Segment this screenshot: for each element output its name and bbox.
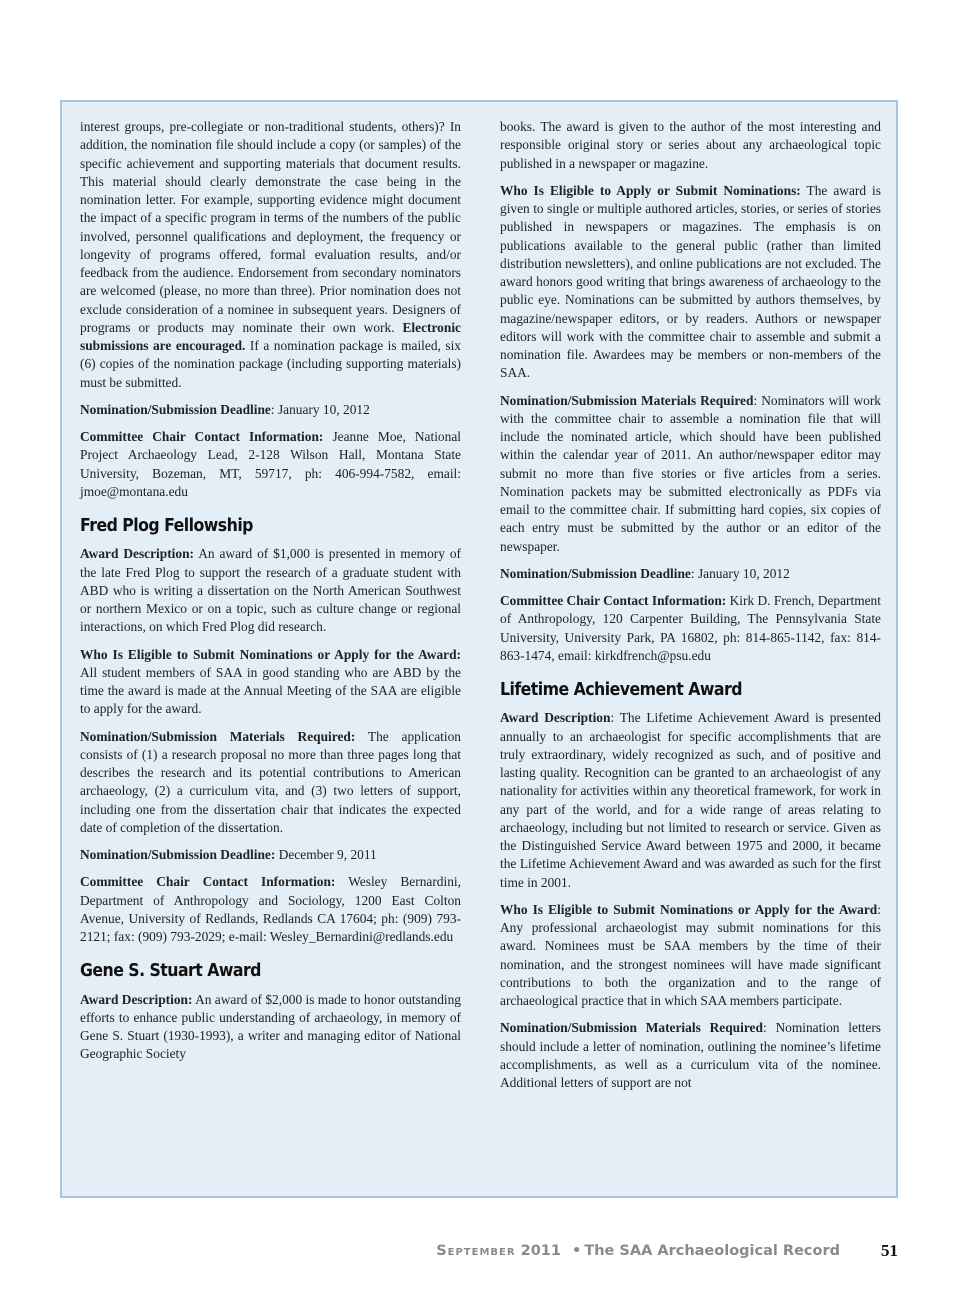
fred-plog-deadline: Nomination/Submission Deadline: December 9, 2011 xyxy=(80,847,377,862)
gene-stuart-materials: Nomination/Submission Materials Required: Nominators will work with the committee chair to assemble a nomination file that will include the nominated article, which should have been published within the calendar year of 2011. An author/newspaper editor may submit no more than five stories or five articles from a series. Nomination packets may be submitted electronically as PDFs via email to the committee chair. If submitting hard copies, six copies of each entry must be submitted by the author or an editor of the newspaper. xyxy=(500,392,881,554)
contact-paragraph: Committee Chair Contact Information: Jeanne Moe, National Project Archaeology Lead, 2-128 Wilson Hall, Montana State University, Bozeman, MT, 59717, ph: 406-994-7582, email: jmoe@montana.edu xyxy=(80,429,461,499)
deadline-paragraph: Nomination/Submission Deadline: January 10, 2012 xyxy=(80,401,370,417)
intro-paragraph: interest groups, pre-collegiate or non-traditional students, others)? In addition, the nomination file should include a copy (or samples) of the specific achievement and supporting materials that document results. This material should clearly demonstrate the case being in the nomination letter. For example, supporting evidence might document the impact of a specific program in terms of the numbers of the public involved, personnel qualifications and deployment, the frequency or longevity of programs offered, formal evaluation results, and/or feedback from the audience. Endorsement from secondary nominators are welcomed (please, no more than three). Prior nomination does not exclude consideration of a nominee in subsequent years. Designers of programs or products may nominate their own work. Electronic submissions are encouraged. If a nomination package is mailed, six (6) copies of the nomination package (including supporting materials) must be submitted. xyxy=(80,119,462,390)
lifetime-materials: Nomination/Submission Materials Required: Nomination letters should include a letter of nomination, outlining the nominee’s lifetime accomplishments, as well as a curriculum vita of the nominee. Additional letters of support are not xyxy=(500,1020,881,1090)
fred-plog-contact: Committee Chair Contact Information: Wesley Bernardini, Department of Anthropology and Sociology, 1200 East Colton Avenue, University of Redlands, Redlands CA 17604; ph: (909) 793-2121; fax: (909) 793-2029; e-mail: Wesley_Bernardini@redlands.edu xyxy=(80,874,461,944)
lifetime-eligibility: Who Is Eligible to Submit Nominations or Apply for the Award: Any professional archaeologist may submit nominations for this award. Nominees must be SAA members by the time of their nomination, and the strongest nominees will have made significant contributions to both the organization and to the range of archaeological practice that in which SAA members participate. xyxy=(500,901,881,1008)
lifetime-description: Award Description: The Lifetime Achievement Award is presented annually to an archaeologist for specific accomplishments that are truly extraordinary, widely recognized as such, and of positive and lasting quality. Recognition can be granted to an archaeologist of any nationality for activities within any theoretical framework, for work in any part of the world, and for a wide range of areas relating to archaeology, including but not limited to research or service. Given as the Distinguished Service Award between 1975 and 2000, it became the Lifetime Achievement Award and was awarded as such for the first time in 2001. xyxy=(500,710,881,890)
gene-stuart-eligibility: Who Is Eligible to Apply or Submit Nominations: The award is given to single or multiple authored articles, stories, or series of stories published in newspapers or magazines. The emphasis is on publications available to the general public (rather than limited distribution newsletters), and online publications are not excluded. The award honors good writing that brings awareness of archaeology to the public eye. Nominations can be submitted by authors themselves, by magazine/newspaper editors, or by readers. Authors or newspaper editors will work with the committee chair to assemble and submit a nomination file. Awardees may be members or non-members of the SAA. xyxy=(500,182,881,381)
intro-bold-note: Electronic submissions are encouraged. xyxy=(80,319,461,353)
heading-fred-plog: Fred Plog Fellowship xyxy=(80,516,253,536)
gene-stuart-continued: books. The award is given to the author of the most interesting and responsible original story or series about any archaeological topic published in a newspaper or magazine. xyxy=(500,119,881,171)
page-number: 51 xyxy=(881,1241,898,1260)
footer-year: 2011 xyxy=(520,1243,561,1259)
gene-stuart-description: Award Description: An award of $2,000 is made to honor outstanding efforts to enhance public understanding of archaeology, in memory of Gene S. Stuart (1930-1993), a writer and managing editor of National Geographic Society xyxy=(80,991,462,1062)
gene-stuart-contact: Committee Chair Contact Information: Kirk D. French, Department of Anthropology, 120 Carpenter Building, The Pennsylvania State University, University Park, PA 16802, ph: 814-865-1142, fax: 814-863-1474, email: kirkdfrench@psu.edu xyxy=(500,593,881,663)
fred-plog-materials: Nomination/Submission Materials Required: The application consists of (1) a research proposal no more than three pages long that describes the research and its potential contributions to American archaeology, (2) a curriculum vita, and (3) two letters of support, including one from the dissertation chair that indicates the expected date of completion of the dissertation. xyxy=(80,728,461,835)
running-footer xyxy=(436,1243,840,1259)
footer-publication: The SAA Archaeological Record xyxy=(584,1243,840,1259)
gene-stuart-deadline: Nomination/Submission Deadline: January 10, 2012 xyxy=(500,565,790,581)
content-box xyxy=(60,100,898,1198)
left-column xyxy=(80,118,461,1073)
fred-plog-description: Award Description: An award of $1,000 is presented in memory of the late Fred Plog to support the research of a graduate student with ABD who is writing a dissertation on the North American Southwest or northern Mexico or on a topic, such as culture change or regional interactions, on which Fred Plog did research. xyxy=(80,546,461,635)
footer-month: September xyxy=(436,1243,516,1259)
footer-bullet: • xyxy=(572,1243,582,1259)
heading-gene-stuart: Gene S. Stuart Award xyxy=(80,961,261,982)
fred-plog-eligibility: Who Is Eligible to Submit Nominations or Apply for the Award: All student members of SAA in good standing who are ABD by the time the award is made at the Annual Meeting of the SAA are eligible to apply for the award. xyxy=(80,646,461,717)
heading-lifetime-achievement: Lifetime Achievement Award xyxy=(500,680,742,700)
right-column xyxy=(500,118,881,1101)
